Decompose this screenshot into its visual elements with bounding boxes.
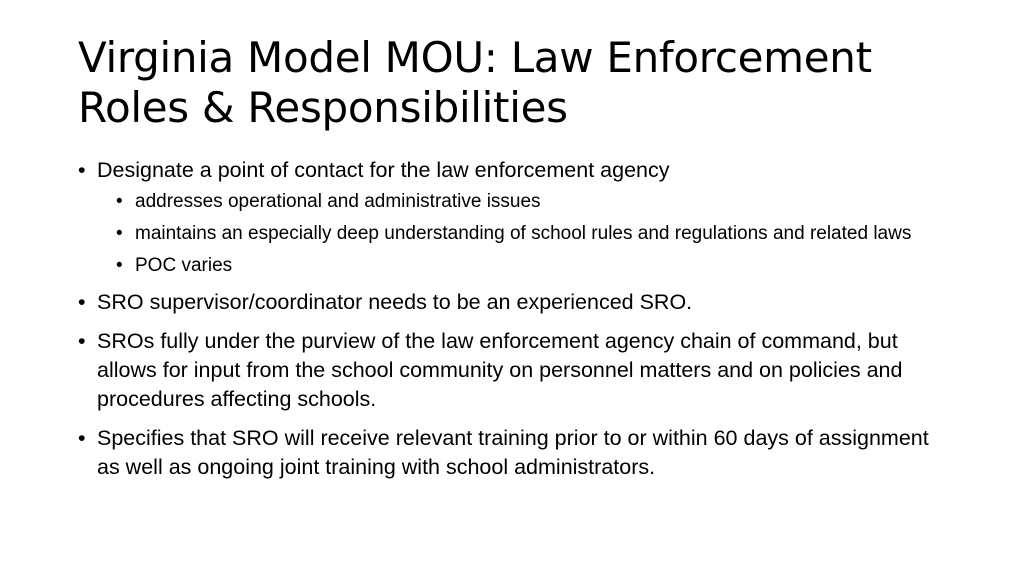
bullet-text: SROs fully under the purview of the law enforcement agency chain of command, but allows for input from the school community on personnel matters and on policies and procedures affecting schools. (97, 329, 903, 411)
sub-bullet-text: addresses operational and administrative issues (135, 191, 541, 212)
slide-body (78, 156, 948, 492)
slide-title: Virginia Model MOU: Law Enforcement Roles & Responsibilities (78, 33, 872, 132)
bullet-text: SRO supervisor/coordinator needs to be an experienced SRO. (97, 290, 693, 314)
sub-bullet-item (116, 189, 948, 214)
bullet-item (78, 424, 948, 482)
sub-bullet-item (116, 221, 948, 246)
sub-bullet-item (116, 253, 948, 278)
bullet-list (78, 156, 948, 482)
sub-bullet-text: POC varies (135, 255, 233, 276)
bullet-text: Designate a point of contact for the law enforcement agency (97, 158, 670, 182)
bullet-item (78, 288, 948, 317)
bullet-text: Specifies that SRO will receive relevant training prior to or within 60 days of assignment as well as ongoing joint training with school administrators. (97, 426, 929, 479)
sub-bullet-text: maintains an especially deep understanding of school rules and regulations and related laws (135, 223, 912, 244)
bullet-item (78, 327, 948, 414)
bullet-item (78, 156, 948, 278)
sub-bullet-list (97, 189, 948, 278)
